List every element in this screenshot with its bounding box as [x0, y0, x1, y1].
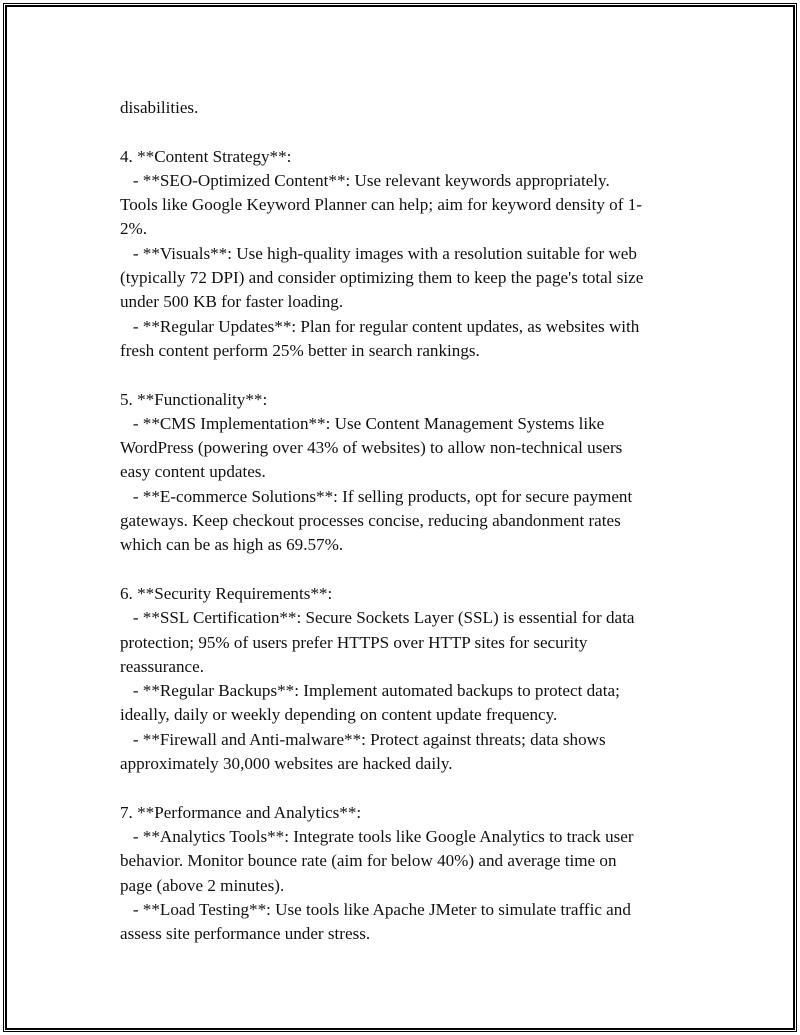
text-line: - **Regular Backups**: Implement automated backups to protect data;: [120, 681, 620, 701]
text-line: page (above 2 minutes).: [120, 875, 285, 895]
blank-line: [120, 120, 700, 144]
document-body: [120, 96, 700, 946]
text-line: fresh content perform 25% better in search rankings.: [120, 340, 480, 360]
text-line: WordPress (powering over 43% of websites) to allow non-technical users: [120, 438, 623, 458]
blank-line: [120, 558, 700, 582]
text-line: - **Firewall and Anti-malware**: Protect against threats; data shows: [120, 729, 606, 749]
text-line: protection; 95% of users prefer HTTPS over HTTP sites for security: [120, 632, 588, 652]
text-line: - **SEO-Optimized Content**: Use relevant keywords appropriately.: [120, 170, 610, 190]
text-line: ideally, daily or weekly depending on content update frequency.: [120, 705, 558, 725]
text-line: - **SSL Certification**: Secure Sockets Layer (SSL) is essential for data: [120, 608, 635, 628]
text-line: reassurance.: [120, 656, 204, 676]
section-heading: 6. **Security Requirements**:: [120, 583, 333, 603]
text-line: which can be as high as 69.57%.: [120, 535, 344, 555]
text-line: (typically 72 DPI) and consider optimizing them to keep the page's total size: [120, 268, 644, 288]
section-heading: 7. **Performance and Analytics**:: [120, 802, 362, 822]
text-line: - **CMS Implementation**: Use Content Management Systems like: [120, 413, 605, 433]
text-line: behavior. Monitor bounce rate (aim for below 40%) and average time on: [120, 851, 617, 871]
text-line: gateways. Keep checkout processes concise, reducing abandonment rates: [120, 511, 621, 531]
text-line: - **Analytics Tools**: Integrate tools like Google Analytics to track user: [120, 826, 634, 846]
blank-line: [120, 776, 700, 800]
text-line: - **Visuals**: Use high-quality images with a resolution suitable for web: [120, 243, 637, 263]
text-line: - **Regular Updates**: Plan for regular content updates, as websites with: [120, 316, 640, 336]
text-line: under 500 KB for faster loading.: [120, 292, 344, 312]
text-line: easy content updates.: [120, 462, 266, 482]
blank-line: [120, 363, 700, 387]
text-line: 2%.: [120, 219, 148, 239]
text-line: approximately 30,000 websites are hacked daily.: [120, 754, 453, 774]
section-heading: 4. **Content Strategy**:: [120, 146, 292, 166]
text-line: Tools like Google Keyword Planner can help; aim for keyword density of 1-: [120, 195, 642, 215]
text-line: - **Load Testing**: Use tools like Apache JMeter to simulate traffic and: [120, 899, 631, 919]
text-line: disabilities.: [120, 98, 199, 117]
text-line: assess site performance under stress.: [120, 924, 371, 944]
page-frame: [3, 3, 797, 1032]
section-heading: 5. **Functionality**:: [120, 389, 268, 409]
text-line: - **E-commerce Solutions**: If selling products, opt for secure payment: [120, 486, 633, 506]
